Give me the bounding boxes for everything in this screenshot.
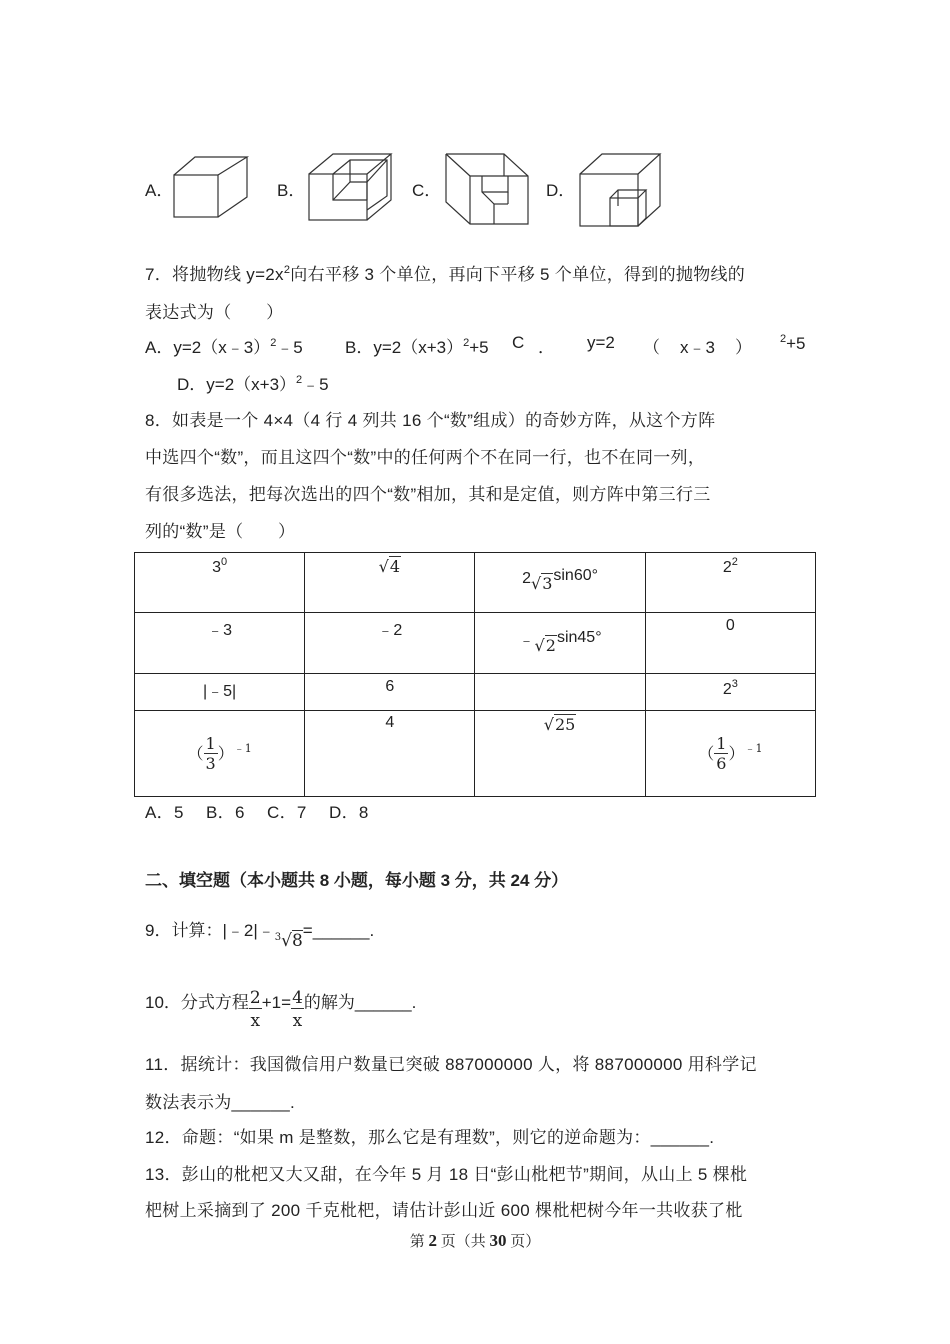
table-cell bbox=[645, 674, 815, 711]
cell-base: 3 bbox=[212, 559, 221, 576]
fraction bbox=[249, 988, 262, 1033]
magic-square-table bbox=[134, 552, 816, 797]
numerator: 1 bbox=[205, 734, 216, 753]
cube-figure-b bbox=[305, 152, 395, 224]
cell-exponent: ﹣1 bbox=[233, 742, 252, 755]
cell-value: |﹣5| bbox=[203, 683, 237, 700]
q7-option-c-y: y=2 bbox=[587, 333, 615, 352]
question-10 bbox=[145, 988, 416, 1033]
option-b-label: B． bbox=[277, 181, 306, 200]
q7-option-b bbox=[345, 333, 489, 358]
q7-option-a-text: A．y=2（x﹣3） bbox=[145, 338, 271, 357]
option-a-label: A． bbox=[145, 181, 174, 200]
cell-base: 2 bbox=[722, 681, 732, 698]
denominator: x bbox=[250, 1011, 261, 1031]
q7-option-d bbox=[177, 370, 329, 395]
page-footer bbox=[0, 1230, 950, 1251]
q7-exponent: 2 bbox=[283, 264, 291, 276]
footer-post: 页） bbox=[506, 1234, 541, 1250]
radicand: 3 bbox=[542, 574, 553, 593]
q7-option-d-end: ﹣5 bbox=[302, 375, 329, 394]
question-8-line-4: 列的“数”是（ ） bbox=[145, 522, 296, 541]
option-d-label: D． bbox=[546, 181, 576, 200]
q7-option-a bbox=[145, 333, 303, 358]
denominator: 3 bbox=[205, 754, 216, 773]
q7-option-d-sup: 2 bbox=[296, 374, 303, 386]
cell-exponent: ﹣1 bbox=[744, 742, 763, 755]
q7-option-c-label: C bbox=[512, 333, 525, 352]
footer-pre: 第 bbox=[409, 1234, 429, 1250]
q8-options: A．5 B．6 C．7 D．8 bbox=[145, 803, 369, 822]
option-c-label: C． bbox=[412, 181, 442, 200]
radicand: 4 bbox=[389, 557, 401, 576]
coefficient: 2 bbox=[522, 570, 531, 587]
cell-exponent: 3 bbox=[731, 678, 738, 690]
question-8-line-1: 8．如表是一个 4×4（4 行 4 列共 16 个“数”组成）的奇妙方阵，从这个方阵 bbox=[145, 411, 716, 430]
fraction bbox=[204, 735, 218, 774]
q10-blank: 的解为______. bbox=[303, 993, 417, 1012]
cell-value: ﹣2 bbox=[377, 622, 403, 639]
trig-term: sin45° bbox=[556, 629, 602, 646]
question-8-line-3: 有很多选法，把每次选出的四个“数”相加，其和是定值，则方阵中第三行三 bbox=[145, 485, 711, 504]
sqrt-expression: √3 bbox=[530, 574, 553, 593]
question-13-line-1: 13．彭山的枇杷又大又甜，在今年 5 月 18 日“彭山枇杷节”期间，从山上 5 棵枇 bbox=[145, 1165, 748, 1184]
fraction bbox=[291, 988, 304, 1033]
sqrt-expression: √4 bbox=[378, 557, 401, 576]
radicand: 25 bbox=[554, 715, 576, 734]
table-cell bbox=[645, 711, 815, 797]
table-cell bbox=[135, 674, 305, 711]
cube-figure-c bbox=[442, 152, 532, 228]
fraction bbox=[714, 735, 728, 774]
question-7-line-1 bbox=[145, 260, 745, 285]
radicand: 2 bbox=[545, 636, 556, 655]
numerator: 2 bbox=[249, 988, 261, 1008]
q10-text: 10．分式方程 bbox=[145, 993, 249, 1012]
table-row bbox=[135, 711, 816, 797]
page-number: 2 bbox=[428, 1231, 437, 1250]
table-cell bbox=[135, 553, 305, 613]
cell-value: 4 bbox=[385, 714, 395, 731]
cube-figure-d bbox=[576, 152, 666, 228]
trig-term: sin60° bbox=[553, 567, 599, 584]
q7-option-b-text: B．y=2（x+3） bbox=[345, 338, 464, 357]
cell-exponent: 0 bbox=[221, 556, 228, 568]
paren-close: ） bbox=[728, 744, 745, 763]
q7-option-c-tail bbox=[780, 333, 806, 354]
q7-option-c-paren-close: ） bbox=[735, 338, 752, 357]
q7-option-b-end: +5 bbox=[469, 338, 489, 357]
table-cell bbox=[135, 711, 305, 797]
q7-text-b: 向右平移 3 个单位，再向下平移 5 个单位，得到的抛物线的 bbox=[290, 265, 746, 284]
table-cell bbox=[305, 674, 475, 711]
question-11-line-1: 11．据统计：我国微信用户数量已突破 887000000 人，将 887000000 用科学记 bbox=[145, 1055, 757, 1074]
paren-open: （ bbox=[698, 744, 715, 763]
q7-option-c-dot: ． bbox=[538, 338, 555, 357]
question-7-line-2: 表达式为（ ） bbox=[145, 303, 284, 322]
table-cell bbox=[645, 553, 815, 613]
sign: ﹣ bbox=[518, 632, 535, 649]
numerator: 1 bbox=[716, 734, 727, 753]
question-11-line-2: 数法表示为______. bbox=[145, 1093, 296, 1112]
q7-option-c-x: x﹣3 bbox=[680, 338, 715, 357]
table-row bbox=[135, 553, 816, 613]
sqrt-expression: √2 bbox=[534, 636, 556, 655]
footer-mid: 页（共 bbox=[436, 1234, 490, 1250]
cell-value: ﹣3 bbox=[207, 622, 233, 639]
cell-exponent: 2 bbox=[731, 556, 738, 568]
question-8-line-2: 中选四个“数”，而且这四个“数”中的任何两个不在同一行，也不在同一列， bbox=[145, 448, 706, 467]
paren-close: ） bbox=[217, 744, 234, 763]
table-cell bbox=[305, 711, 475, 797]
table-cell bbox=[645, 613, 815, 674]
table-cell bbox=[475, 553, 645, 613]
q7-option-b-sup: 2 bbox=[463, 337, 470, 349]
total-pages: 30 bbox=[489, 1231, 507, 1250]
denominator: x bbox=[292, 1011, 303, 1031]
question-12: 12．命题：“如果 m 是整数，那么它是有理数”，则它的逆命题为：______. bbox=[145, 1128, 715, 1147]
numerator: 4 bbox=[292, 988, 303, 1008]
q7-option-c-end: +5 bbox=[786, 334, 806, 353]
sqrt-expression: √25 bbox=[543, 715, 576, 734]
denominator: 6 bbox=[716, 754, 727, 773]
cube-root-expression: $^3$√8 bbox=[274, 931, 303, 951]
q7-option-a-end: ﹣5 bbox=[276, 338, 303, 357]
table-row bbox=[135, 613, 816, 674]
table-cell bbox=[475, 711, 645, 797]
q7-option-a-sup: 2 bbox=[270, 337, 277, 349]
q10-mid: +1= bbox=[261, 993, 292, 1012]
q7-option-c-sup: 2 bbox=[780, 333, 787, 345]
cell-value: 0 bbox=[725, 617, 735, 634]
table-row bbox=[135, 674, 816, 711]
table-cell bbox=[475, 613, 645, 674]
radicand: 8 bbox=[291, 931, 303, 951]
q9-text: 9．计算：|﹣2|﹣ bbox=[145, 921, 275, 940]
cell-base: 2 bbox=[722, 559, 732, 576]
cell-value: 6 bbox=[385, 678, 395, 695]
table-cell bbox=[305, 613, 475, 674]
q7-text-a: 7．将抛物线 y=2x bbox=[145, 265, 284, 284]
table-cell bbox=[475, 674, 645, 711]
section-heading: 二、填空题（本小题共 8 小题，每小题 3 分，共 24 分） bbox=[145, 871, 569, 890]
q7-option-d-text: D．y=2（x+3） bbox=[177, 375, 297, 394]
cube-figure-a bbox=[170, 155, 252, 220]
paren-open: （ bbox=[187, 744, 204, 763]
q7-option-c-paren-open: （ bbox=[643, 338, 660, 357]
q9-blank: =______. bbox=[302, 921, 375, 940]
root-index: 3 bbox=[274, 932, 282, 943]
table-cell bbox=[305, 553, 475, 613]
question-13-line-2: 杷树上采摘到了 200 千克枇杷，请估计彭山近 600 棵枇杷树今年一共收获了枇 bbox=[145, 1201, 743, 1220]
cell-value-empty bbox=[475, 674, 644, 678]
table-cell bbox=[135, 613, 305, 674]
question-9 bbox=[145, 916, 374, 951]
